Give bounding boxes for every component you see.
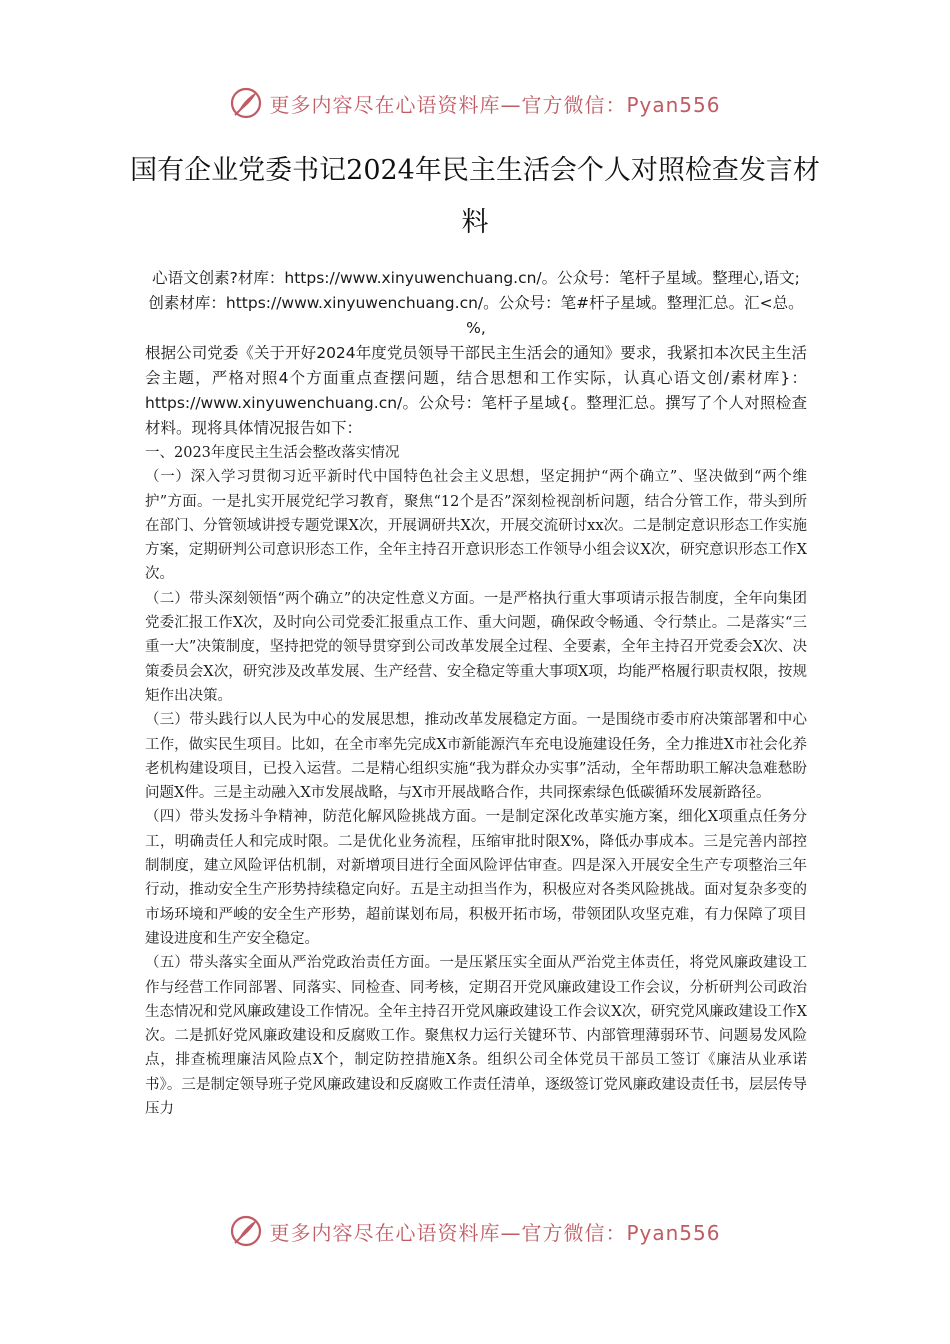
section-heading: 一、2023年度民主生活会整改落实情况 xyxy=(145,445,400,461)
paragraph-5: （五）带头落实全面从严治党政治责任方面。一是压紧压实全面从严治党主体责任，将党风廉政建设工作与经营工作同部署、同落实、同检查、同考核，定期召开党风廉政建设工作会议，分析研判公司政治生态情况和党风廉政建设工作情况。全年主持召开党风廉政建设工作会议X次，研究党风廉政建设工作X次。二是抓好党风廉政建设和反腐败工作。聚焦权力运行关键环节、内部管理薄弱环节、问题易发风险点，排查梳理廉洁风险点X个，制定防控措施X条。组织公司全体党员干部员工签订《廉洁从业承诺书》。三是制定领导班子党风廉政建设和反腐败工作责任清单，逐级签订党风廉政建设责任书，层层传导压力 xyxy=(145,955,807,1118)
paragraph-4: （四）带头发扬斗争精神，防范化解风险挑战方面。一是制定深化改革实施方案，细化X项重点任务分工，明确责任人和完成时限。二是优化业务流程，压缩审批时限X%，降低办事成本。三是完善内部控制制度，建立风险评估机制，对新增项目进行全面风险评估审查。四是深入开展安全生产专项整治三年行动，推动安全生产形势持续稳定向好。五是主动担当作为，积极应对各类风险挑战。面对复杂多变的市场环境和严峻的安全生产形势，超前谋划布局，积极开拓市场，带领团队攻坚克难，有力保障了项目建设进度和生产安全稳定。 xyxy=(145,809,807,947)
document-title: 国有企业党委书记2024年民主生活会个人对照检查发言材料 xyxy=(130,155,820,238)
banner-text: 更多内容尽在心语资料库—官方微信：Pyan556 xyxy=(269,1220,721,1245)
paragraph-3: （三）带头践行以人民为中心的发展思想，推动改革发展稳定方面。一是围绕市委市府决策部署和中心工作，做实民生项目。比如，在全市率先完成X市新能源汽车充电设施建设任务，全力推进X市社会化养老机构建设项目，已投入运营。二是精心组织实施“我为群众办实事”活动，全年帮助职工解决急难愁盼问题X件。三是主动融入X市发展战略，与X市开展战略合作，共同探索绿色低碳循环发展新路径。 xyxy=(145,712,807,802)
banner-text: 更多内容尽在心语资料库—官方微信：Pyan556 xyxy=(269,92,721,117)
quill-logo-icon xyxy=(229,86,263,120)
paragraph-2: （二）带头深刻领悟“两个确立”的决定性意义方面。一是严格执行重大事项请示报告制度，全年向集团党委汇报工作X次，及时向公司党委汇报重点工作、重大问题，确保政令畅通、令行禁止。二是落实“三重一大”决策制度，坚持把党的领导贯穿到公司改革发展全过程、全要素，全年主持召开党委会X次、决策委员会X次，研究涉及改革发展、生产经营、安全稳定等重大事项X项，均能严格履行职责权限，按规矩作出决策。 xyxy=(145,590,807,704)
footer-banner xyxy=(0,1208,950,1254)
document-body xyxy=(145,266,807,1121)
intro-paragraph: 根据公司党委《关于开好2024年度党员领导干部民主生活会的通知》要求，我紧扣本次民主生活会主题，严格对照4个方面重点查摆问题，结合思想和工作实际，认真心语文创/素材库}：https://www.xinyuwenchuang.cn/。公众号：笔杆子星域{。整理汇总。撰写了个人对照检查材料。现将具体情况报告如下： xyxy=(145,344,807,437)
paragraph-1: （一）深入学习贯彻习近平新时代中国特色社会主义思想，坚定拥护“两个确立”、坚决做到“两个维护”方面。一是扎实开展党纪学习教育，聚焦“12个是否”深刻检视剖析问题，结合分管工作，带头到所在部门、分管领域讲授专题党课X次，开展调研共X次，开展交流研讨xx次。二是制定意识形态工作实施方案，定期研判公司意识形态工作，全年主持召开意识形态工作领导小组会议X次，研究意识形态工作X次。 xyxy=(145,469,807,583)
header-banner xyxy=(0,80,950,126)
source-note: 心语文创素?材库：https://www.xinyuwenchuang.cn/。公众号：笔杆子星域。整理心,语文;创素材库：https://www.xinyuwenchuang.cn/。公众号：笔#杆子星域。整理汇总。汇<总。%, xyxy=(148,269,804,337)
quill-logo-icon xyxy=(229,1214,263,1248)
